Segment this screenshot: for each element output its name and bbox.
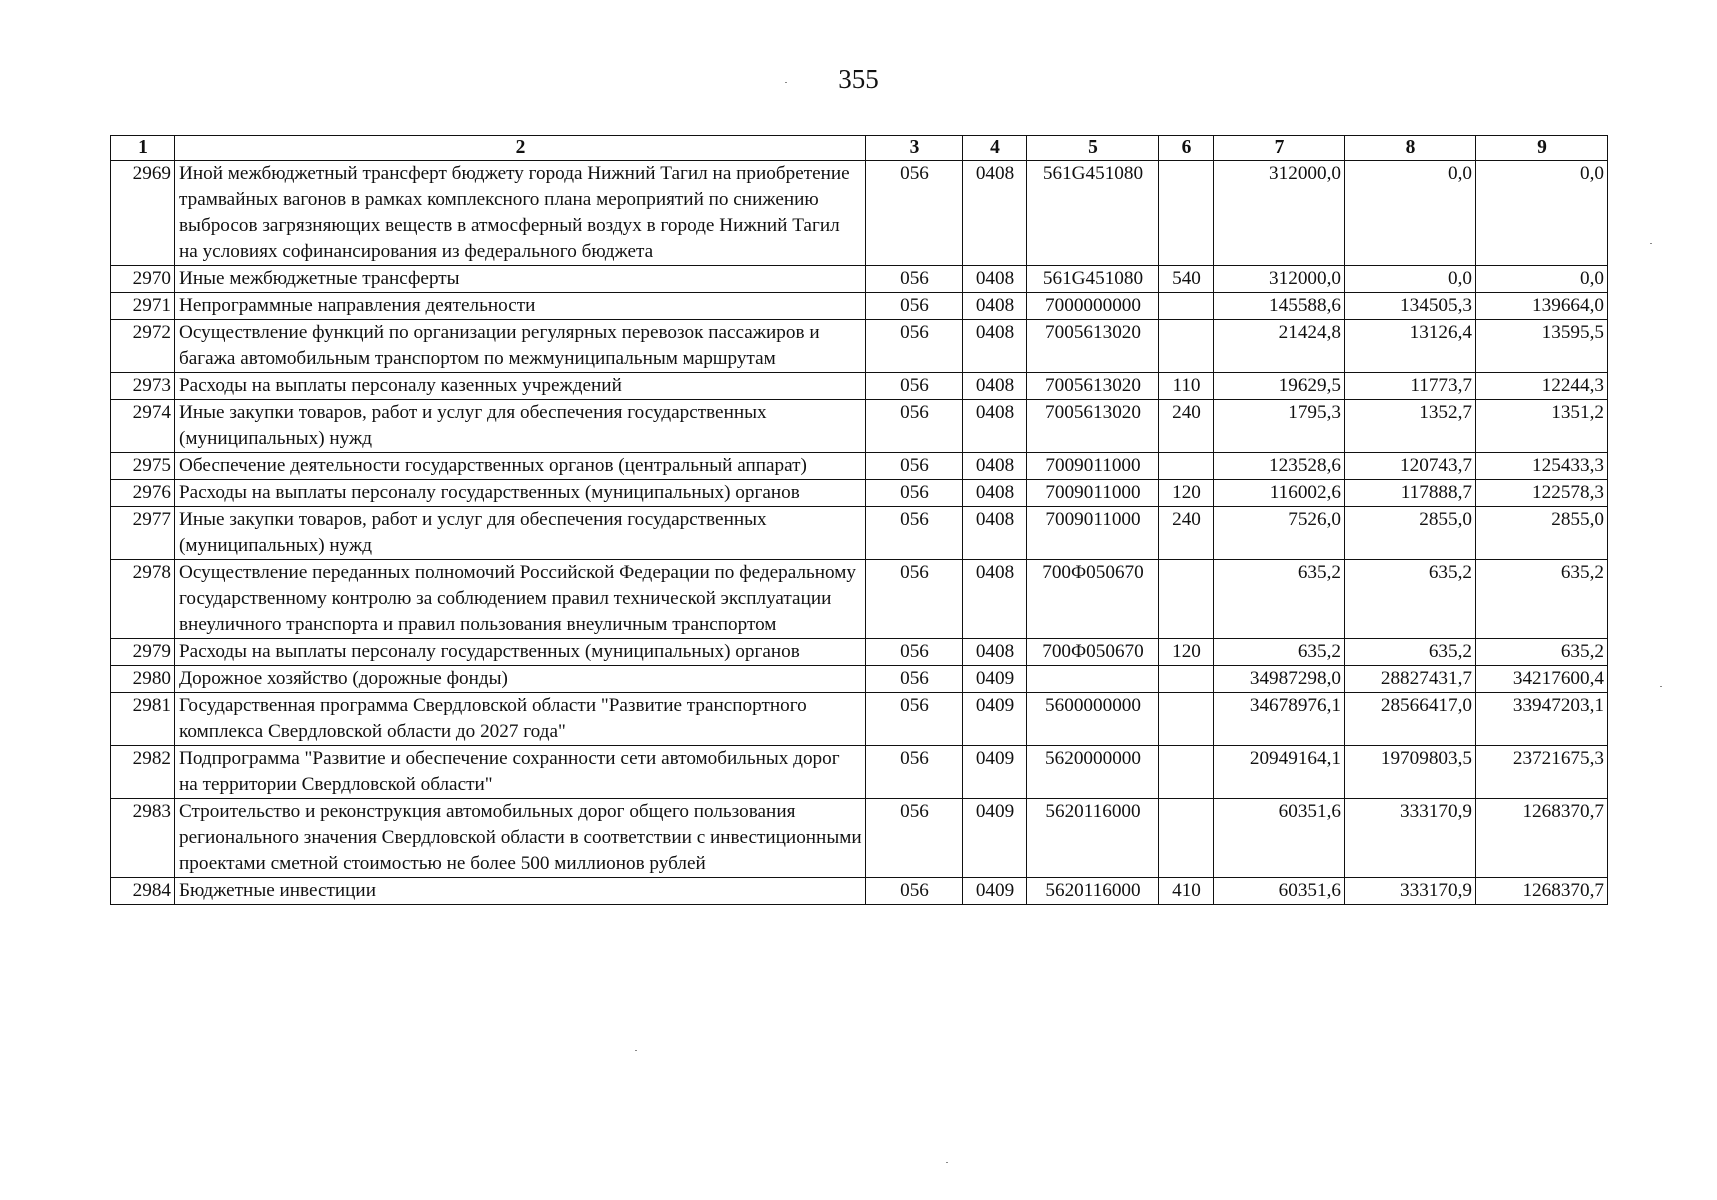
section-code-cell: 0409 <box>963 666 1027 693</box>
ministry-code-cell: 056 <box>866 693 963 746</box>
section-code-cell: 0408 <box>963 480 1027 507</box>
target-article-cell: 5620116000 <box>1027 878 1159 905</box>
ministry-code-cell: 056 <box>866 799 963 878</box>
scan-speck <box>635 1050 637 1051</box>
table-row <box>111 746 1608 799</box>
section-code-cell: 0408 <box>963 507 1027 560</box>
table-row <box>111 666 1608 693</box>
table-row <box>111 693 1608 746</box>
amount-col8-cell: 28566417,0 <box>1345 693 1476 746</box>
expense-type-cell <box>1159 693 1214 746</box>
amount-col7-cell: 34678976,1 <box>1214 693 1345 746</box>
row-number-cell: 2976 <box>111 480 175 507</box>
expense-type-cell: 240 <box>1159 400 1214 453</box>
row-number-cell: 2979 <box>111 639 175 666</box>
expense-type-cell <box>1159 293 1214 320</box>
amount-col7-cell: 635,2 <box>1214 560 1345 639</box>
row-name-cell: Строительство и реконструкция автомобильных дорог общего пользования регионального значения Свердловской области в соответствии с инвестиционными проектами сметной стоимостью не более 500 миллионов рублей <box>175 799 866 878</box>
target-article-cell: 7000000000 <box>1027 293 1159 320</box>
amount-col7-cell: 60351,6 <box>1214 878 1345 905</box>
amount-col7-cell: 312000,0 <box>1214 266 1345 293</box>
row-number-cell: 2980 <box>111 666 175 693</box>
amount-col9-cell: 635,2 <box>1476 560 1608 639</box>
amount-col9-cell: 635,2 <box>1476 639 1608 666</box>
table-row <box>111 161 1608 266</box>
expense-type-cell <box>1159 666 1214 693</box>
row-name-cell: Иные межбюджетные трансферты <box>175 266 866 293</box>
row-name-cell: Подпрограмма "Развитие и обеспечение сохранности сети автомобильных дорог на территории Свердловской области" <box>175 746 866 799</box>
header-cell-5: 5 <box>1027 136 1159 161</box>
expense-type-cell: 410 <box>1159 878 1214 905</box>
table-row <box>111 266 1608 293</box>
target-article-cell: 7005613020 <box>1027 320 1159 373</box>
expense-type-cell <box>1159 453 1214 480</box>
amount-col9-cell: 122578,3 <box>1476 480 1608 507</box>
expense-type-cell: 240 <box>1159 507 1214 560</box>
header-cell-6: 6 <box>1159 136 1214 161</box>
row-name-cell: Расходы на выплаты персоналу казенных учреждений <box>175 373 866 400</box>
amount-col7-cell: 116002,6 <box>1214 480 1345 507</box>
row-number-cell: 2978 <box>111 560 175 639</box>
amount-col8-cell: 635,2 <box>1345 560 1476 639</box>
scan-speck <box>946 1162 948 1163</box>
amount-col7-cell: 312000,0 <box>1214 161 1345 266</box>
amount-col9-cell: 1268370,7 <box>1476 878 1608 905</box>
amount-col8-cell: 2855,0 <box>1345 507 1476 560</box>
section-code-cell: 0409 <box>963 799 1027 878</box>
amount-col7-cell: 7526,0 <box>1214 507 1345 560</box>
row-number-cell: 2970 <box>111 266 175 293</box>
header-cell-9: 9 <box>1476 136 1608 161</box>
amount-col9-cell: 1351,2 <box>1476 400 1608 453</box>
expense-type-cell <box>1159 560 1214 639</box>
amount-col8-cell: 333170,9 <box>1345 799 1476 878</box>
section-code-cell: 0408 <box>963 453 1027 480</box>
amount-col7-cell: 145588,6 <box>1214 293 1345 320</box>
amount-col9-cell: 12244,3 <box>1476 373 1608 400</box>
table-row <box>111 400 1608 453</box>
expense-type-cell: 120 <box>1159 480 1214 507</box>
ministry-code-cell: 056 <box>866 639 963 666</box>
amount-col7-cell: 635,2 <box>1214 639 1345 666</box>
expense-type-cell <box>1159 799 1214 878</box>
ministry-code-cell: 056 <box>866 666 963 693</box>
section-code-cell: 0409 <box>963 878 1027 905</box>
row-number-cell: 2975 <box>111 453 175 480</box>
ministry-code-cell: 056 <box>866 507 963 560</box>
table-header <box>111 136 1608 161</box>
header-cell-1: 1 <box>111 136 175 161</box>
row-name-cell: Иной межбюджетный трансферт бюджету города Нижний Тагил на приобретение трамвайных вагонов в рамках комплексного плана мероприятий по снижению выбросов загрязняющих веществ в атмосферный воздух в городе Нижний Тагил на условиях софинансирования из федерального бюджета <box>175 161 866 266</box>
amount-col9-cell: 1268370,7 <box>1476 799 1608 878</box>
table-row <box>111 639 1608 666</box>
ministry-code-cell: 056 <box>866 480 963 507</box>
expense-type-cell <box>1159 320 1214 373</box>
ministry-code-cell: 056 <box>866 373 963 400</box>
amount-col8-cell: 120743,7 <box>1345 453 1476 480</box>
expense-type-cell <box>1159 746 1214 799</box>
row-number-cell: 2973 <box>111 373 175 400</box>
amount-col8-cell: 117888,7 <box>1345 480 1476 507</box>
table-row <box>111 560 1608 639</box>
row-number-cell: 2969 <box>111 161 175 266</box>
target-article-cell: 5620116000 <box>1027 799 1159 878</box>
row-number-cell: 2974 <box>111 400 175 453</box>
amount-col9-cell: 0,0 <box>1476 161 1608 266</box>
ministry-code-cell: 056 <box>866 266 963 293</box>
header-cell-7: 7 <box>1214 136 1345 161</box>
page-number: 355 <box>838 64 879 94</box>
section-code-cell: 0408 <box>963 161 1027 266</box>
target-article-cell: 5620000000 <box>1027 746 1159 799</box>
table-row <box>111 320 1608 373</box>
row-number-cell: 2977 <box>111 507 175 560</box>
amount-col8-cell: 19709803,5 <box>1345 746 1476 799</box>
amount-col9-cell: 2855,0 <box>1476 507 1608 560</box>
table-row <box>111 878 1608 905</box>
amount-col7-cell: 34987298,0 <box>1214 666 1345 693</box>
section-code-cell: 0408 <box>963 560 1027 639</box>
amount-col9-cell: 34217600,4 <box>1476 666 1608 693</box>
scan-speck <box>1660 686 1662 687</box>
section-code-cell: 0408 <box>963 320 1027 373</box>
budget-table <box>110 135 1608 905</box>
amount-col8-cell: 0,0 <box>1345 266 1476 293</box>
ministry-code-cell: 056 <box>866 161 963 266</box>
section-code-cell: 0408 <box>963 373 1027 400</box>
target-article-cell: 7009011000 <box>1027 507 1159 560</box>
row-name-cell: Бюджетные инвестиции <box>175 878 866 905</box>
amount-col8-cell: 28827431,7 <box>1345 666 1476 693</box>
section-code-cell: 0408 <box>963 293 1027 320</box>
table-row <box>111 507 1608 560</box>
amount-col7-cell: 60351,6 <box>1214 799 1345 878</box>
table-row <box>111 480 1608 507</box>
section-code-cell: 0408 <box>963 266 1027 293</box>
row-name-cell: Иные закупки товаров, работ и услуг для обеспечения государственных (муниципальных) нужд <box>175 507 866 560</box>
ministry-code-cell: 056 <box>866 878 963 905</box>
amount-col9-cell: 0,0 <box>1476 266 1608 293</box>
amount-col9-cell: 33947203,1 <box>1476 693 1608 746</box>
target-article-cell: 700Ф050670 <box>1027 639 1159 666</box>
amount-col7-cell: 20949164,1 <box>1214 746 1345 799</box>
header-cell-8: 8 <box>1345 136 1476 161</box>
header-row <box>111 136 1608 161</box>
table-row <box>111 799 1608 878</box>
amount-col7-cell: 19629,5 <box>1214 373 1345 400</box>
amount-col9-cell: 13595,5 <box>1476 320 1608 373</box>
row-name-cell: Дорожное хозяйство (дорожные фонды) <box>175 666 866 693</box>
row-name-cell: Расходы на выплаты персоналу государственных (муниципальных) органов <box>175 639 866 666</box>
table-row <box>111 373 1608 400</box>
expense-type-cell <box>1159 161 1214 266</box>
section-code-cell: 0409 <box>963 693 1027 746</box>
amount-col8-cell: 13126,4 <box>1345 320 1476 373</box>
section-code-cell: 0408 <box>963 639 1027 666</box>
amount-col8-cell: 11773,7 <box>1345 373 1476 400</box>
row-name-cell: Осуществление переданных полномочий Российской Федерации по федеральному государственному контролю за соблюдением правил технической эксплуатации внеуличного транспорта и правил пользования внеуличным транспортом <box>175 560 866 639</box>
row-number-cell: 2971 <box>111 293 175 320</box>
ministry-code-cell: 056 <box>866 560 963 639</box>
header-cell-4: 4 <box>963 136 1027 161</box>
row-number-cell: 2981 <box>111 693 175 746</box>
expense-type-cell: 110 <box>1159 373 1214 400</box>
amount-col8-cell: 0,0 <box>1345 161 1476 266</box>
target-article-cell: 7005613020 <box>1027 400 1159 453</box>
scan-speck <box>1650 243 1652 244</box>
table-row <box>111 453 1608 480</box>
table-body <box>111 161 1608 905</box>
scan-speck <box>785 82 787 83</box>
expense-type-cell: 120 <box>1159 639 1214 666</box>
target-article-cell: 7005613020 <box>1027 373 1159 400</box>
row-number-cell: 2983 <box>111 799 175 878</box>
row-number-cell: 2982 <box>111 746 175 799</box>
amount-col7-cell: 1795,3 <box>1214 400 1345 453</box>
target-article-cell: 7009011000 <box>1027 480 1159 507</box>
ministry-code-cell: 056 <box>866 320 963 373</box>
target-article-cell: 700Ф050670 <box>1027 560 1159 639</box>
target-article-cell <box>1027 666 1159 693</box>
row-name-cell: Непрограммные направления деятельности <box>175 293 866 320</box>
amount-col9-cell: 125433,3 <box>1476 453 1608 480</box>
ministry-code-cell: 056 <box>866 293 963 320</box>
amount-col8-cell: 1352,7 <box>1345 400 1476 453</box>
row-number-cell: 2972 <box>111 320 175 373</box>
section-code-cell: 0408 <box>963 400 1027 453</box>
ministry-code-cell: 056 <box>866 400 963 453</box>
header-cell-3: 3 <box>866 136 963 161</box>
row-name-cell: Иные закупки товаров, работ и услуг для обеспечения государственных (муниципальных) нужд <box>175 400 866 453</box>
row-number-cell: 2984 <box>111 878 175 905</box>
target-article-cell: 7009011000 <box>1027 453 1159 480</box>
target-article-cell: 5600000000 <box>1027 693 1159 746</box>
expense-type-cell: 540 <box>1159 266 1214 293</box>
section-code-cell: 0409 <box>963 746 1027 799</box>
row-name-cell: Расходы на выплаты персоналу государственных (муниципальных) органов <box>175 480 866 507</box>
amount-col9-cell: 23721675,3 <box>1476 746 1608 799</box>
header-cell-2: 2 <box>175 136 866 161</box>
target-article-cell: 561G451080 <box>1027 161 1159 266</box>
amount-col9-cell: 139664,0 <box>1476 293 1608 320</box>
row-name-cell: Государственная программа Свердловской области "Развитие транспортного комплекса Свердловской области до 2027 года" <box>175 693 866 746</box>
amount-col8-cell: 333170,9 <box>1345 878 1476 905</box>
amount-col8-cell: 635,2 <box>1345 639 1476 666</box>
ministry-code-cell: 056 <box>866 453 963 480</box>
amount-col7-cell: 21424,8 <box>1214 320 1345 373</box>
table-row <box>111 293 1608 320</box>
row-name-cell: Осуществление функций по организации регулярных перевозок пассажиров и багажа автомобильным транспортом по межмуниципальным маршрутам <box>175 320 866 373</box>
amount-col8-cell: 134505,3 <box>1345 293 1476 320</box>
target-article-cell: 561G451080 <box>1027 266 1159 293</box>
amount-col7-cell: 123528,6 <box>1214 453 1345 480</box>
row-name-cell: Обеспечение деятельности государственных органов (центральный аппарат) <box>175 453 866 480</box>
ministry-code-cell: 056 <box>866 746 963 799</box>
